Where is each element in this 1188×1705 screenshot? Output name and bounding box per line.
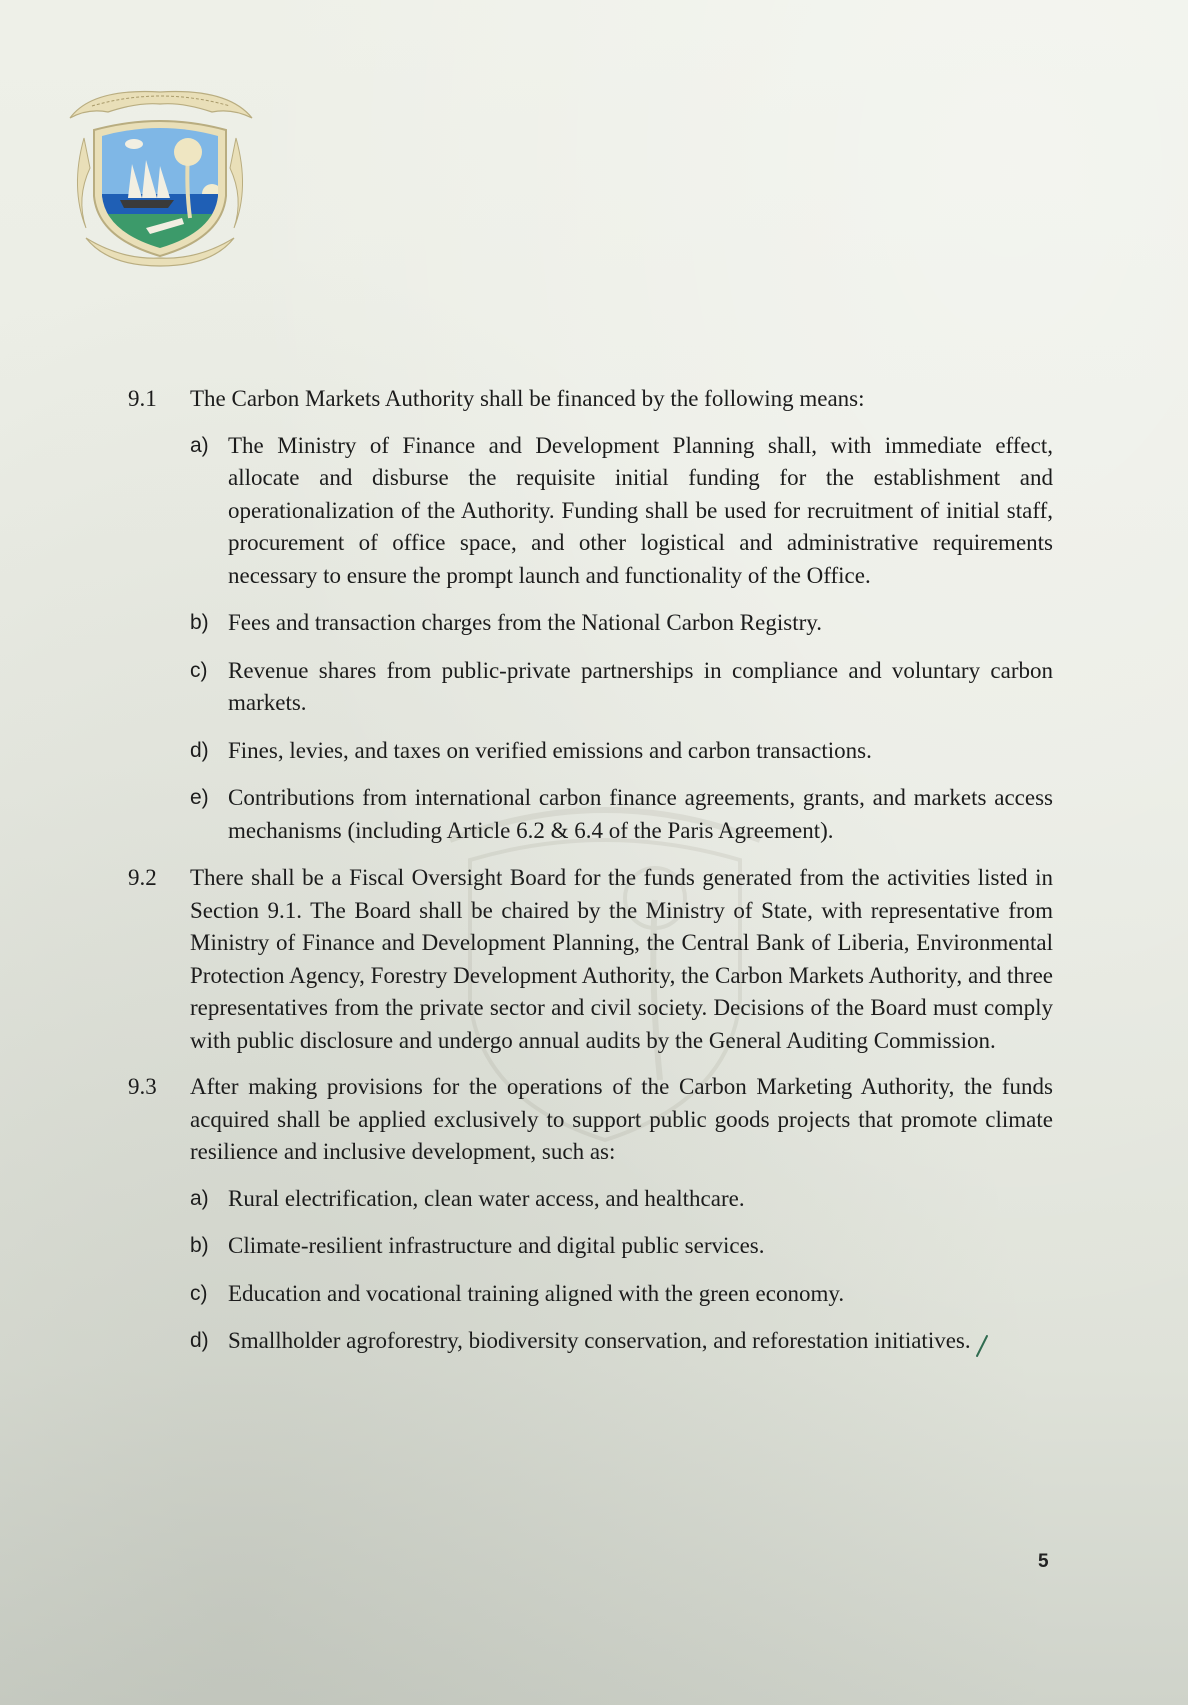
clause-items [190, 1183, 1053, 1359]
document-body [128, 383, 1053, 1373]
list-item [190, 1278, 1053, 1311]
item-text: Education and vocational training aligned with the green economy. [228, 1280, 845, 1306]
list-item [190, 655, 1053, 720]
item-text: The Ministry of Finance and Development Planning shall, with immediate effect, allocate and disburse the requisite initial funding for the establishment and operationalization of the Authority. Funding shall be used for recruitment of initial staff, procurement of office space, and other logistical and administrative requirements necessary to ensure the prompt launch and functionality of the Office. [228, 432, 1053, 588]
item-text-with-mark [228, 1325, 1053, 1358]
item-label: d) [190, 1329, 209, 1352]
list-item [190, 1230, 1053, 1263]
item-text: Smallholder agroforestry, biodiversity conservation, and reforestation initiatives. [228, 1328, 971, 1353]
clause [128, 862, 1053, 1057]
item-label: a) [190, 433, 209, 457]
item-text: Fees and transaction charges from the National Carbon Registry. [228, 610, 823, 635]
item-text: Climate-resilient infrastructure and digital public services. [228, 1233, 765, 1258]
clause-text: The Carbon Markets Authority shall be financed by the following means: [190, 386, 865, 411]
clause [128, 383, 1053, 416]
list-item [190, 607, 1053, 640]
clause-number: 9.3 [128, 1074, 157, 1099]
clause-text: There shall be a Fiscal Oversight Board for the funds generated from the activities listed in Section 9.1. The Board shall be chaired by the Ministry of State, with representative from Ministry of Finance and Development Planning, the Central Bank of Liberia, Environmental Protection Agency, Forestry Development Authority, the Carbon Markets Authority, and three representatives from the private sector and civil society. Decisions of the Board must comply with public disclosure and undergo annual audits by the General Auditing Commission. [190, 865, 1053, 1053]
item-label: c) [190, 1281, 208, 1305]
section-9-3 [128, 1071, 1053, 1358]
section-9-2 [128, 862, 1053, 1057]
item-label: d) [190, 738, 209, 762]
list-item [190, 430, 1053, 593]
section-9-1 [128, 383, 1053, 847]
clause-number: 9.2 [128, 865, 157, 890]
item-label: a) [190, 1186, 209, 1210]
clause-number: 9.1 [128, 386, 157, 411]
liberia-coat-of-arms-icon [62, 78, 258, 268]
page-number: 5 [1038, 1551, 1049, 1572]
item-text: Fines, levies, and taxes on verified emissions and carbon transactions. [228, 737, 872, 763]
list-item [190, 1325, 1053, 1358]
item-text: Rural electrification, clean water access, and healthcare. [228, 1185, 745, 1211]
clause-text: After making provisions for the operations of the Carbon Marketing Authority, the funds acquired shall be applied exclusively to support public goods projects that promote climate resilience and inclusive development, such as: [190, 1074, 1053, 1164]
clause [128, 1071, 1053, 1169]
item-label: b) [190, 611, 209, 634]
pen-tick-mark-icon [973, 1334, 989, 1358]
item-label: b) [190, 1234, 209, 1257]
item-label: c) [190, 658, 208, 682]
list-item [190, 1183, 1053, 1216]
item-text: Contributions from international carbon finance agreements, grants, and markets access mechanisms (including Article 6.2 & 6.4 of the Paris Agreement). [228, 785, 1053, 843]
list-item [190, 735, 1053, 768]
clause-items [190, 430, 1053, 848]
item-label: e) [190, 786, 209, 809]
list-item [190, 782, 1053, 847]
item-text: Revenue shares from public-private partnerships in compliance and voluntary carbon markets. [228, 657, 1053, 715]
